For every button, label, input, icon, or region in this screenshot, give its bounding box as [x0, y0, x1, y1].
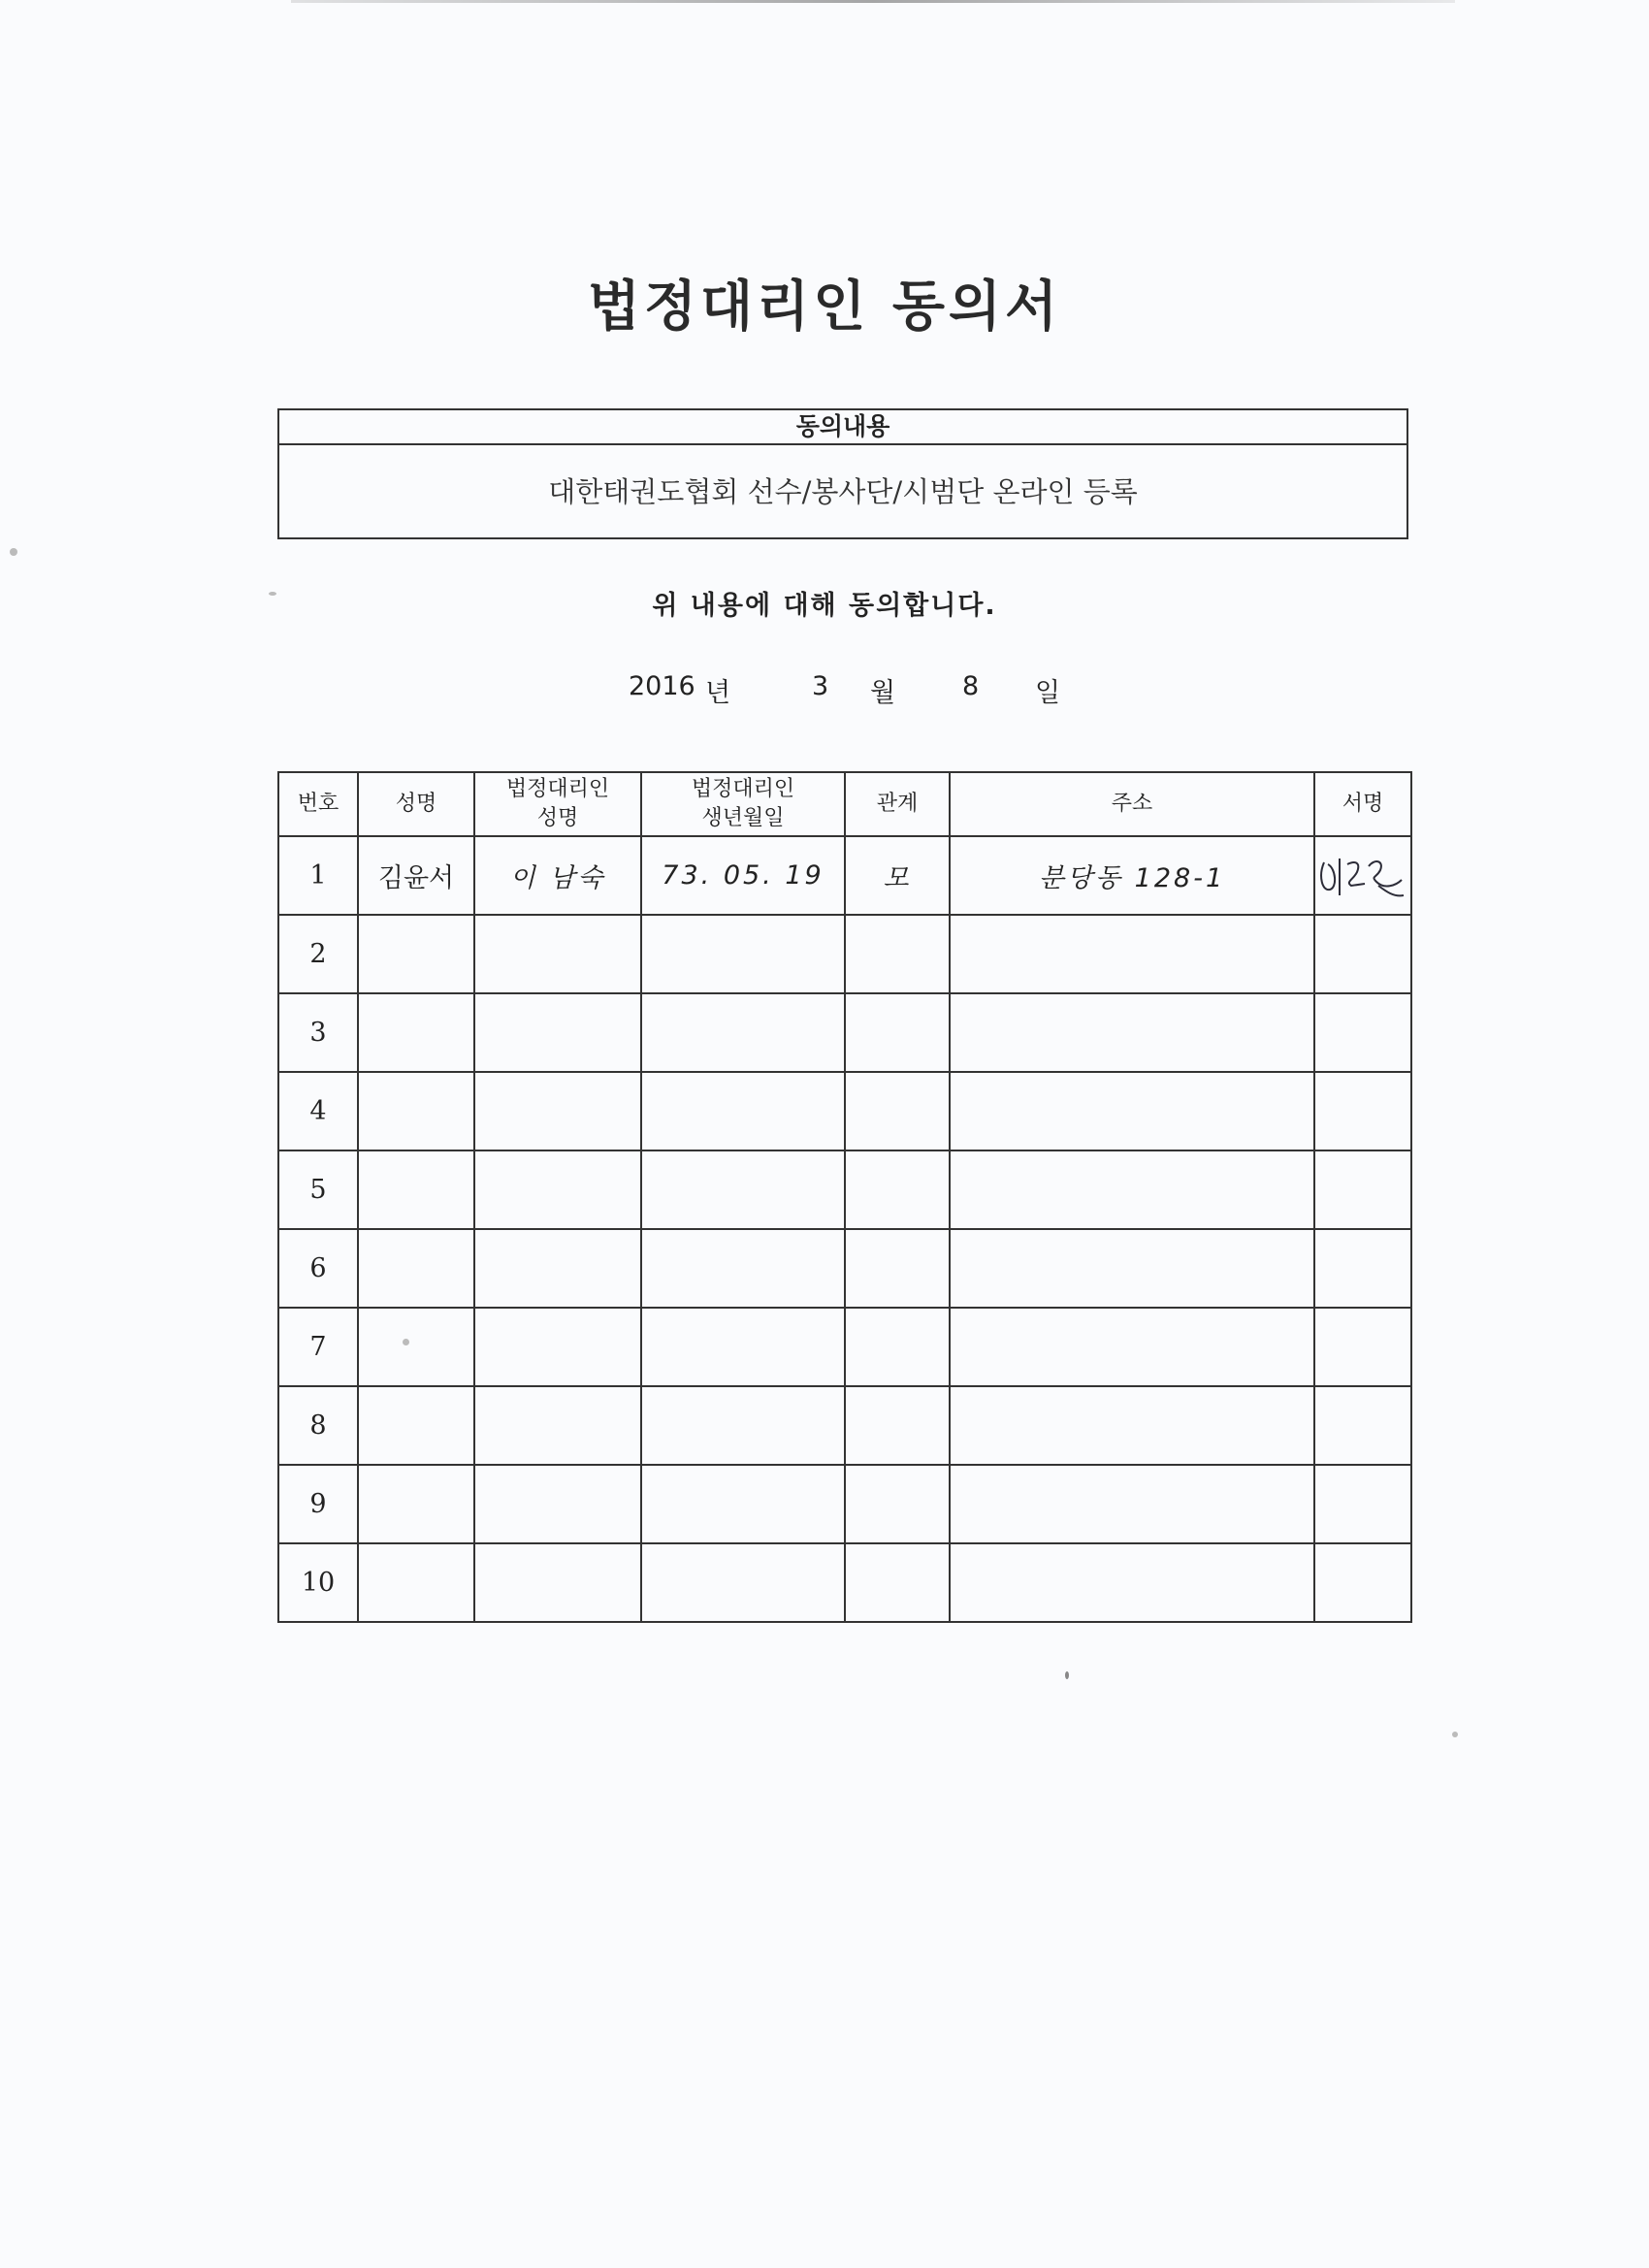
cell-guardian-name: [474, 1386, 641, 1465]
cell-guardian-name: [474, 1543, 641, 1622]
cell-relation: [845, 1308, 950, 1386]
guardian-table: [277, 771, 1412, 1623]
header-guardian-name-line2: 성명: [536, 806, 579, 830]
cell-relation: [845, 915, 950, 993]
header-guardian-birth-line1: 법정대리인: [691, 777, 795, 801]
cell-guardian-name: [474, 1072, 641, 1150]
cell-relation: 모: [845, 836, 950, 915]
cell-address: [950, 993, 1314, 1072]
date-year-unit: 년: [705, 678, 731, 708]
scan-speck: [1452, 1732, 1458, 1737]
cell-name: [358, 1308, 474, 1386]
cell-signature: [1314, 1072, 1411, 1150]
cell-no: 1: [278, 836, 358, 915]
header-address: 주소: [950, 772, 1314, 836]
cell-address: [950, 915, 1314, 993]
cell-signature: [1314, 1543, 1411, 1622]
cell-no: 6: [278, 1229, 358, 1308]
header-no: 번호: [278, 772, 358, 836]
cell-relation: [845, 1150, 950, 1229]
cell-address: [950, 1150, 1314, 1229]
cell-no: 2: [278, 915, 358, 993]
cell-guardian-name: [474, 915, 641, 993]
cell-name: [358, 993, 474, 1072]
consent-box: [277, 408, 1408, 539]
cell-name: [358, 1150, 474, 1229]
table-row: [278, 1543, 1411, 1622]
cell-name: [358, 1465, 474, 1543]
header-signature: 서명: [1314, 772, 1411, 836]
date-month: 3: [812, 671, 829, 701]
scan-edge: [291, 0, 1455, 3]
date-day-unit: 일: [1035, 678, 1061, 708]
cell-no: 10: [278, 1543, 358, 1622]
cell-guardian-birth: [641, 1543, 845, 1622]
cell-relation: [845, 1465, 950, 1543]
agree-statement: 위 내용에 대해 동의합니다.: [652, 591, 997, 621]
consent-header: 동의내용: [279, 410, 1406, 445]
date-month-unit: 월: [870, 678, 896, 708]
cell-address: [950, 1072, 1314, 1150]
cell-guardian-name: 이 남숙: [474, 836, 641, 915]
table-header-row: [278, 772, 1411, 836]
cell-signature: [1314, 1465, 1411, 1543]
cell-address: [950, 1229, 1314, 1308]
cell-guardian-birth: [641, 915, 845, 993]
cell-guardian-birth: [641, 1308, 845, 1386]
cell-guardian-birth: [641, 993, 845, 1072]
cell-guardian-name: [474, 1229, 641, 1308]
cell-relation: [845, 1543, 950, 1622]
cell-signature: [1314, 993, 1411, 1072]
header-relation: 관계: [845, 772, 950, 836]
cell-address: [950, 1308, 1314, 1386]
cell-guardian-name: [474, 1308, 641, 1386]
date-year: 2016: [629, 671, 695, 701]
cell-no: 8: [278, 1386, 358, 1465]
cell-name: [358, 1229, 474, 1308]
cell-relation: [845, 1386, 950, 1465]
document-title: 법정대리인 동의서: [587, 275, 1062, 339]
cell-signature: [1314, 1308, 1411, 1386]
cell-address: 분당동 128-1: [950, 836, 1314, 915]
cell-no: 7: [278, 1308, 358, 1386]
cell-guardian-name: [474, 1150, 641, 1229]
cell-no: 3: [278, 993, 358, 1072]
cell-relation: [845, 1072, 950, 1150]
header-guardian-birth: [641, 772, 845, 836]
scan-speck: [10, 548, 17, 556]
cell-no: 4: [278, 1072, 358, 1150]
cell-signature: [1314, 1150, 1411, 1229]
table-row: [278, 1386, 1411, 1465]
cell-guardian-birth: 73. 05. 19: [641, 836, 845, 915]
table-row: [278, 1150, 1411, 1229]
cell-guardian-birth: [641, 1465, 845, 1543]
table-row: [278, 915, 1411, 993]
date-day: 8: [962, 671, 980, 701]
cell-guardian-birth: [641, 1150, 845, 1229]
cell-guardian-birth: [641, 1229, 845, 1308]
table-row: [278, 993, 1411, 1072]
header-guardian-name-line1: 법정대리인: [505, 777, 610, 801]
cell-signature: [1314, 836, 1411, 915]
table-row: [278, 1308, 1411, 1386]
cell-no: 9: [278, 1465, 358, 1543]
cell-address: [950, 1465, 1314, 1543]
handwritten-signature: [1316, 847, 1409, 905]
cell-signature: [1314, 1386, 1411, 1465]
cell-relation: [845, 1229, 950, 1308]
cell-no: 5: [278, 1150, 358, 1229]
cell-signature: [1314, 1229, 1411, 1308]
cell-name: [358, 915, 474, 993]
cell-relation: [845, 993, 950, 1072]
header-name: 성명: [358, 772, 474, 836]
cell-guardian-name: [474, 1465, 641, 1543]
scan-speck: [403, 1339, 409, 1345]
scan-speck: [1065, 1671, 1069, 1679]
cell-guardian-birth: [641, 1072, 845, 1150]
cell-address: [950, 1543, 1314, 1622]
cell-signature: [1314, 915, 1411, 993]
table-row: [278, 1229, 1411, 1308]
cell-address: [950, 1386, 1314, 1465]
header-guardian-birth-line2: 생년월일: [701, 806, 785, 830]
consent-content: 대한태권도협회 선수/봉사단/시범단 온라인 등록: [548, 475, 1138, 508]
table-row: [278, 1465, 1411, 1543]
table-row: [278, 836, 1411, 915]
cell-guardian-birth: [641, 1386, 845, 1465]
scan-speck: [269, 592, 276, 596]
cell-name: 김윤서: [358, 836, 474, 915]
cell-guardian-name: [474, 993, 641, 1072]
cell-name: [358, 1543, 474, 1622]
table-row: [278, 1072, 1411, 1150]
cell-name: [358, 1072, 474, 1150]
cell-name: [358, 1386, 474, 1465]
header-guardian-name: [474, 772, 641, 836]
